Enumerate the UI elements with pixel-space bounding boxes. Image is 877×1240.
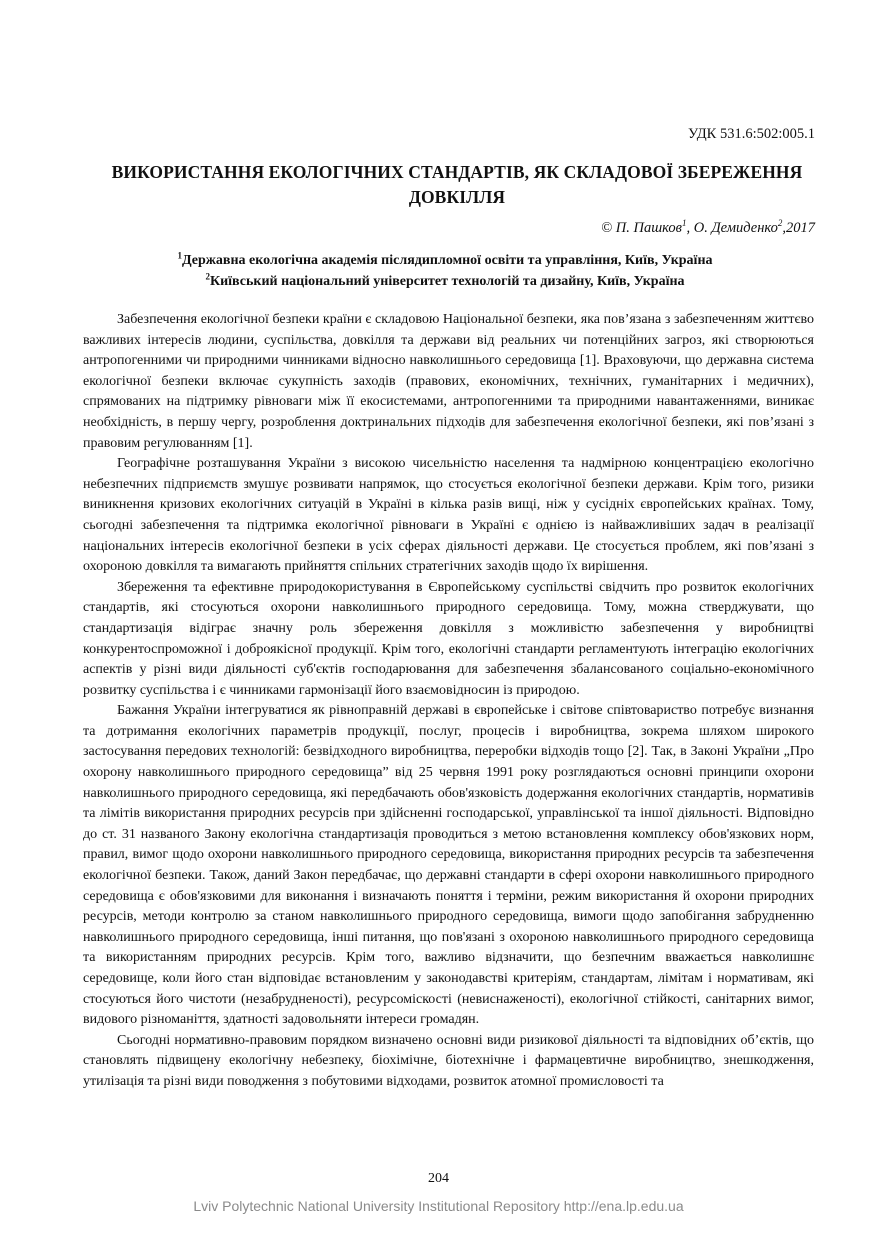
affiliation-2-sup: 2: [205, 271, 210, 282]
page-number: 204: [428, 1171, 449, 1186]
author-2: , О. Демиденко: [686, 220, 778, 236]
paper-title: ВИКОРИСТАННЯ ЕКОЛОГІЧНИХ СТАНДАРТІВ, ЯК СКЛАДОВОЇ ЗБЕРЕЖЕННЯ ДОВКІЛЛЯ: [111, 162, 803, 207]
author-2-sup: 2: [777, 218, 783, 229]
authors-line: [601, 220, 815, 237]
paragraph-3: Збереження та ефективне природокористування в Європейському суспільстві свідчить про розвиток екологічних стандартів, які стосуються охорони навколишнього природного середовища. Тому, можна стверджувати, що стандартизація відіграє значну роль збереження довкілля з можливістю забезпечення у виробництві конкурентоспроможної і доброякісної продукції. Крім того, екологічні стандарти регламентують інтеграцію екологічних аспектів у різні види діяльності суб'єктів господарювання для забезпечення збалансованого соціально-економічного розвитку суспільства і є чинниками гармонізації його взаємовідносин із природою.: [83, 579, 814, 698]
paragraph-1: Забезпечення екологічної безпеки країни є складовою Національної безпеки, яка пов’язана з забезпеченням життєво важливих інтересів людини, суспільства, довкілля та держави від реальних чи потенційних загроз, які створюються антропогенними чи природними чинниками відносно навколишнього середовища [1]. Враховуючи, що державна система екологічної безпеки включає сукупність заходів (правових, економічних, технічних, гуманітарних і медичних), спрямованих на підтримку рівноваги між її екосистемами, антропогенними та природними навантаженнями, виникає необхідність, в першу чергу, розроблення доктринальних підходів для забезпечення екологічної безпеки, які пов’язані з правовим регулюванням [1].: [83, 312, 814, 451]
body-text: [83, 310, 814, 1093]
affiliation-1: [60, 250, 830, 271]
affiliations: [60, 250, 830, 292]
paragraph-5: Сьогодні нормативно-правовим порядком визначено основні види ризикової діяльності та відповідних об’єктів, що становлять підвищену екологічну небезпеку, біохімічне, біотехнічне і фармацевтичне виробництво, знешкодження, утилізація та різні види поводження з побутовими відходами, розвиток атомної промисловості та: [83, 1032, 814, 1089]
affiliation-2-text: Київський національний університет технологій та дизайну, Київ, Україна: [209, 274, 685, 289]
author-1: © П. Пашков: [601, 220, 682, 236]
affiliation-1-sup: 1: [177, 250, 182, 261]
paragraph-2: Географічне розташування України з високою чисельністю населення та надмірною концентрацією екологічно небезпечних підприємств змушує розвивати напрямок, що стосується екологічної безпеки держави. Крім того, ризики виникнення кризових екологічних ситуацій в Україні в кілька разів вищі, ніж у сусідніх європейських країнах. Тому, сьогодні забезпечення та підтримка екологічної рівноваги в Україні є однією із найважливіших задач в реалізації національних інтересів екологічної безпеки в усіх сферах діяльності держави. Це стосується проблем, які пов’язані з охороною довкілля та вимагають прийняття спільних стратегічних заходів щодо їх вирішення.: [83, 456, 814, 575]
affiliation-2: [60, 271, 830, 292]
repository-footer: Lviv Polytechnic National University Institutional Repository http://ena.lp.edu.ua: [193, 1198, 684, 1214]
author-1-sup: 1: [681, 218, 687, 229]
affiliation-1-text: Державна екологічна академія післядипломної освіти та управління, Київ, Україна: [181, 253, 713, 268]
paragraph-4: Бажання України інтегруватися як рівноправній державі в європейське і світове співтовариство потребує визнання та дотримання екологічних параметрів продукції, послуг, процесів і виробництва, зокрема шляхом широкого застосування передових технологій: безвідходного виробництва, переробки відходів тощо [2]. Так, в Законі України „Про охорону навколишнього природного середовища” від 25 червня 1991 року розглядаються основні принципи охорони навколишнього природного середовища, які передбачають обов'язковість додержання екологічних стандартів, нормативів та лімітів використання природних ресурсів при здійсненні господарської, управлінської та іншої діяльності. Відповідно до ст. 31 названого Закону екологічна стандартизація проводиться з метою встановлення комплексу обов'язкових норм, правил, вимог щодо охорони навколишнього природного середовища, використання природних ресурсів та забезпечення екологічної безпеки. Також, даний Закон передбачає, що державні стандарти в сфері охорони навколишнього природного середовища є обов'язковими для виконання і визначають поняття і терміни, режим використання й охорони природних ресурсів, методи контролю за станом навколишнього природного середовища, вимоги щодо запобігання забрудненню навколишнього природного середовища, інші питання, що пов'язані з охороною навколишнього природного середовища та використанням природних ресурсів. Крім того, важливо відзначити, що безпечним вважається навколишнє середовище, коли його стан відповідає встановленим у законодавстві критеріям, стандартам, лімітам і нормативам, які стосуються його чистоти (незабрудненості), ресурсоміскості (невиснаженості), екологічної стійкості, санітарних вимог, видового різноманіття, здатності задовольняти інтереси громадян.: [83, 703, 814, 1028]
udk-code: УДК 531.6:502:005.1: [687, 126, 815, 142]
copyright-year: ,2017: [782, 220, 815, 236]
